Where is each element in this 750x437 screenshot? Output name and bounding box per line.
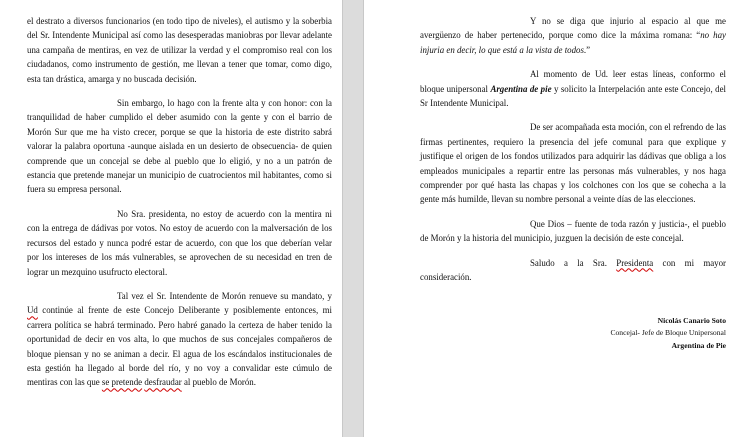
paragraph-5-text-a: Y no se diga que injurio al espacio al que me avergüenzo de haber pertenecido, porque como dice la máxima romana: “ bbox=[420, 16, 726, 41]
spellcheck-word-ud[interactable]: Ud bbox=[27, 305, 38, 316]
paragraph-6-text-a: Al momento de Ud. leer estas líneas, conformo el bloque unipersonal bbox=[420, 69, 726, 94]
paragraph-9-text-b: con mi mayor consideración. bbox=[420, 257, 727, 283]
paragraph-4-text-a: Tal vez el Sr. Intendente de Morón renueve su mandato, y bbox=[117, 290, 332, 301]
paragraph-9 bbox=[420, 256, 726, 285]
paragraph-1: el destrato a diversos funcionarios (en todo tipo de niveles), el autismo y la soberbia del Sr. Intendente Municipal así como las desesperadas maniobras por llevar adelante una campaña de mentiras, en vez de utilizar la verdad y el compromiso real con los ciudadanos, como instrumento de gestión, me llevan a tener que tomar, como digo, esta tan drástica, amarga y no buscada decisión. bbox=[27, 16, 332, 84]
page-gap bbox=[342, 0, 364, 437]
signature-name: Nicolás Canario Soto bbox=[657, 315, 726, 325]
paragraph-6-text-b: y solicito la Interpelación ante este Concejo, del Sr Intendente Municipal. bbox=[420, 83, 726, 109]
signature-block bbox=[420, 315, 726, 353]
roman-maxim-quote: no hay injuria en decir, lo que está a la vista de todos bbox=[420, 30, 726, 55]
paragraph-5 bbox=[420, 14, 726, 57]
paragraph-3: No Sra. presidenta, no estoy de acuerdo con la mentira ni con la entrega de dádivas por votos. No estoy de acuerdo con la malversación de los recursos del estado y nunca podré estar de acuerdo, con que los que deberían velar por los intereses de los más vulnerables, se aprovechen de su necesidad en tren de lograr un mezquino usufructo electoral. bbox=[27, 208, 332, 277]
spellcheck-word-desfraudar[interactable]: desfraudar bbox=[144, 377, 182, 388]
spellcheck-word-presidenta[interactable]: Presidenta bbox=[616, 257, 654, 268]
paragraph-7: De ser acompañada esta moción, con el refrendo de las firmas pertinentes, requiero la presencia del jefe comunal para que explique y justifique el origen de los fondos utilizados para adquirir las dádivas que obliga a los empleados municipales a repartir entre las personas más vulnerables, y nos haga comprender por qué hasta las chapas y los colchones con los que se cohecha a la gente más humilde, llevan su nombre personal a veinte días de las elecciones. bbox=[420, 122, 726, 205]
spellcheck-word-se-pretende[interactable]: se pretende bbox=[101, 377, 143, 388]
paragraph-5-text-b: .” bbox=[583, 44, 591, 55]
paragraph-4-text-b: continúe al frente de este Concejo Deliberante y posiblemente entonces, mi carrera política se habrá terminado. Pero habré ganado la certeza de haber tenido la oportunidad de decir en vos alta, lo que muchos de sus concejales compañeros de bloque piensan y no se animan a decir. El agua de los escándalos institucionales de esta gestión ha llegado al borde del río, y no voy a convalidar este cúmulo de mentiras con las que bbox=[27, 305, 332, 388]
paragraph-9-text-a: Saludo a la Sra. bbox=[530, 257, 617, 268]
paragraph-4 bbox=[27, 289, 332, 390]
signature-party: Argentina de Pie bbox=[671, 340, 726, 350]
paragraph-6 bbox=[420, 67, 726, 110]
paragraph-2: Sin embargo, lo hago con la frente alta y con honor: con la tranquilidad de haber cumplido el deber asumido con la gente y con el barrio de Morón Sur que me ha visto crecer, porque se que la historia de este distrito sabrá valorar la palabra oportuna -aunque aislada en un desierto de obsecuencia- de quien comprende que un concejal se debe al pueblo que lo eligió, y no a un patrón de estancia que pretende manejar un municipio de cuatrocientos mil habitantes, como si fuera su empresa personal. bbox=[27, 98, 332, 195]
document-page-right bbox=[364, 0, 750, 437]
document-page-left bbox=[0, 0, 342, 437]
bloc-name: Argentina de pie bbox=[490, 83, 552, 94]
paragraph-4-text-c: al pueblo de Morón. bbox=[181, 377, 256, 388]
signature-role: Concejal- Jefe de Bloque Unipersonal bbox=[610, 328, 726, 337]
paragraph-8: Que Dios – fuente de toda razón y justicia-, el pueblo de Morón y la historia del municipio, juzguen la decisión de este concejal. bbox=[420, 218, 726, 244]
